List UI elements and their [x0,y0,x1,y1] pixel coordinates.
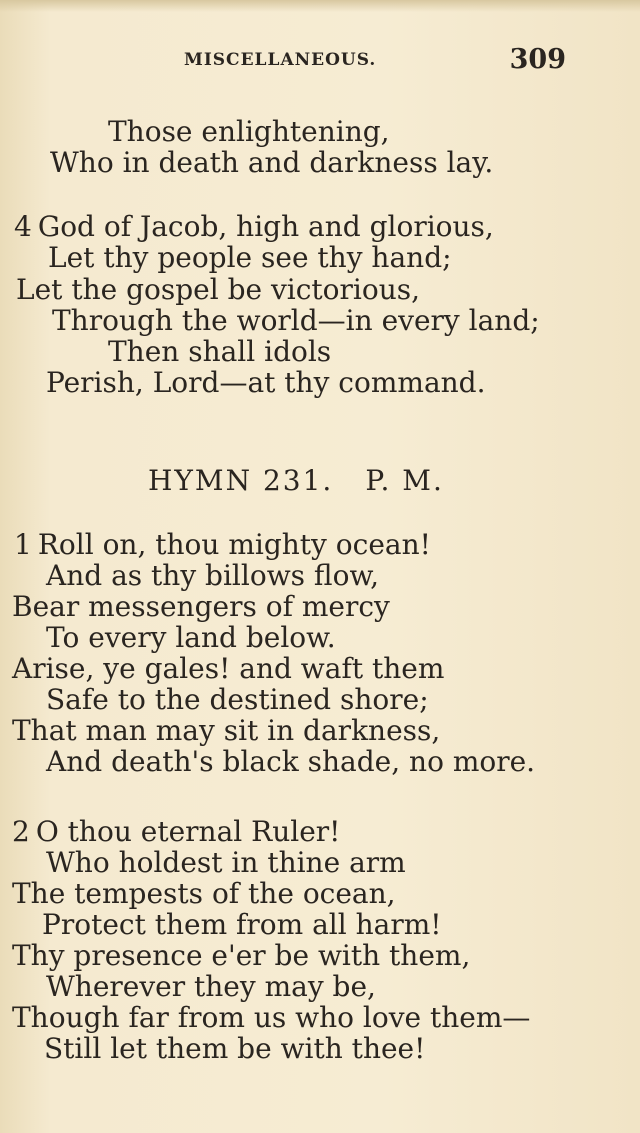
verse-line: Wherever they may be, [46,970,376,1003]
verse-line: Protect them from all harm! [42,908,442,941]
hymn-number: HYMN 231. [148,464,334,497]
verse-line: Thy presence e'er be with them, [12,939,471,972]
verse-line: To every land below. [46,621,336,654]
verse-line: Let the gospel be victorious, [16,273,421,306]
verse-line: God of Jacob, high and glorious, [37,210,494,243]
stanza-1-first-line [14,528,431,561]
verse-line: Through the world—in every land; [52,304,540,337]
hymn-title [148,464,444,497]
stanza-number: 1 [14,528,32,561]
verse-line: The tempests of the ocean, [12,877,396,910]
verse-line: Who holdest in thine arm [46,846,406,879]
verse-line: Though far from us who love them— [12,1001,531,1034]
verse-line: Then shall idols [108,335,332,368]
verse-line: Those enlightening, [108,115,390,148]
hymn-meter: P. M. [365,464,444,497]
verse-line: Roll on, thou mighty ocean! [37,528,431,561]
verse-line: Perish, Lord—at thy command. [46,366,486,399]
verse-line: And death's black shade, no more. [46,745,536,778]
stanza-2-first-line [12,815,341,848]
verse-line: O thou eternal Ruler! [35,815,341,848]
verse-line: Still let them be with thee! [44,1032,426,1065]
stanza-number: 2 [12,815,30,848]
verse-line: Safe to the destined shore; [46,683,429,716]
verse-line: Let thy people see thy hand; [48,241,452,274]
stanza-4-first-line [14,210,494,243]
stanza-number: 4 [14,210,32,243]
verse-line: Bear messengers of mercy [12,590,390,623]
verse-line: And as thy billows flow, [46,559,380,592]
verse-line: That man may sit in darkness, [12,714,441,747]
page-header [0,44,640,80]
page-number: 309 [509,44,566,75]
running-head: MISCELLANEOUS. [184,50,377,70]
verse-line: Arise, ye gales! and waft them [12,652,445,685]
verse-line: Who in death and darkness lay. [50,146,494,179]
